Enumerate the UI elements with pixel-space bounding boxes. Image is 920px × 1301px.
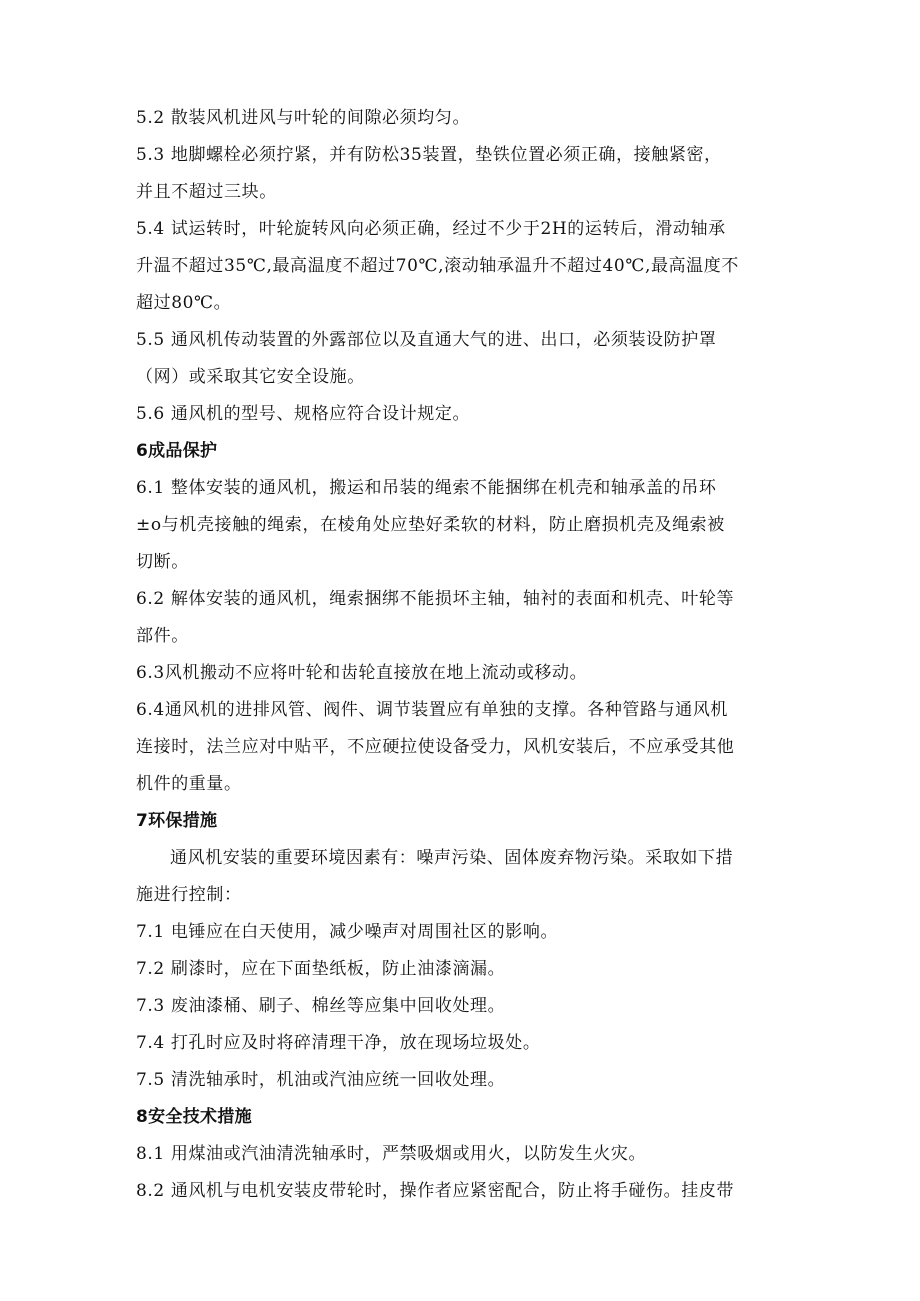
text-line: 超过80℃。 (136, 293, 232, 313)
text-line: 5.5 通风机传动装置的外露部位以及直通大气的进、出口，必须装设防护罩 (136, 330, 717, 350)
text-line: 施进行控制： (136, 885, 242, 905)
text-line: （网）或采取其它安全设施。 (136, 367, 365, 387)
section-heading: 6成品保护 (136, 441, 218, 461)
text-line: 7.2 刷漆时，应在下面垫纸板，防止油漆滴漏。 (136, 959, 506, 979)
text-line: 通风机安装的重要环境因素有：噪声污染、固体废弃物污染。采取如下措 (170, 848, 734, 868)
text-line: 6.2 解体安装的通风机，绳索捆绑不能损坏主轴，轴衬的表面和机壳、叶轮等 (136, 589, 735, 609)
text-line: 6.4通风机的进排风管、阀件、调节装置应有单独的支撑。各种管路与通风机 (136, 700, 729, 720)
section-heading: 7环保措施 (136, 811, 218, 831)
text-line: 5.2 散装风机进风与叶轮的间隙必须均匀。 (136, 108, 471, 128)
document-body (136, 100, 776, 1210)
text-line: 5.6 通风机的型号、规格应符合设计规定。 (136, 404, 471, 424)
text-line: 7.3 废油漆桶、刷子、棉丝等应集中回收处理。 (136, 996, 506, 1016)
text-line: 8.2 通风机与电机安装皮带轮时，操作者应紧密配合，防止将手碰伤。挂皮带 (136, 1181, 735, 1201)
section-heading: 8安全技术措施 (136, 1107, 252, 1127)
text-line: 6.3风机搬动不应将叶轮和齿轮直接放在地上流动或移动。 (136, 663, 588, 683)
text-line: 7.5 清洗轴承时，机油或汽油应统一回收处理。 (136, 1070, 506, 1090)
text-line: 7.4 打孔时应及时将碎清理干净，放在现场垃圾处。 (136, 1033, 541, 1053)
text-line: 8.1 用煤油或汽油清洗轴承时，严禁吸烟或用火，以防发生火灾。 (136, 1144, 647, 1164)
text-line: 切断。 (136, 552, 189, 572)
text-line: 6.1 整体安装的通风机，搬运和吊装的绳索不能捆绑在机壳和轴承盖的吊环 (136, 478, 717, 498)
text-line: 5.4 试运转时，叶轮旋转风向必须正确，经过不少于2H的运转后，滑动轴承 (136, 219, 726, 239)
text-line: 升温不超过35℃,最高温度不超过70℃,滚动轴承温升不超过40℃,最高温度不 (136, 256, 739, 276)
text-line: 机件的重量。 (136, 774, 242, 794)
text-line: 连接时，法兰应对中贴平，不应硬拉使设备受力，风机安装后，不应承受其他 (136, 737, 735, 757)
text-line: 7.1 电锤应在白天使用，减少噪声对周围社区的影响。 (136, 922, 559, 942)
text-line: ±o与机壳接触的绳索，在棱角处应垫好柔软的材料，防止磨损机壳及绳索被 (136, 515, 725, 535)
text-line: 并且不超过三块。 (136, 182, 277, 202)
text-line: 部件。 (136, 626, 189, 646)
text-line: 5.3 地脚螺栓必须拧紧，并有防松35装置，垫铁位置必须正确，接触紧密， (136, 145, 722, 165)
